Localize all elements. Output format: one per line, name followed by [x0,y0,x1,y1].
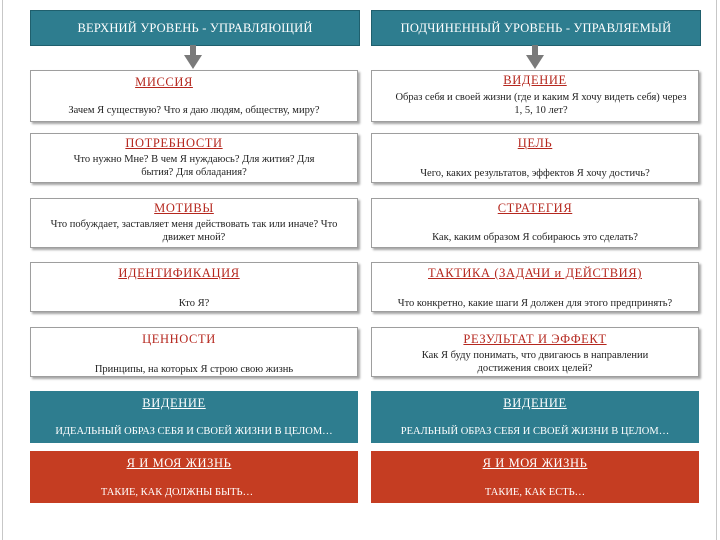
box-life-is [371,451,699,503]
box-title: ТАКТИКА (ЗАДАЧИ и ДЕЙСТВИЯ) [428,266,642,280]
box-life-should [30,451,358,503]
arrow-down-right-icon [526,55,544,69]
box-title: ВИДЕНИЕ [503,396,567,410]
box-desc: Чего, каких результатов, эффектов Я хочу достичь? [420,168,650,179]
box-desc: ИДЕАЛЬНЫЙ ОБРАЗ СЕБЯ И СВОЕЙ ЖИЗНИ В ЦЕЛОМ… [55,426,333,437]
box-title: Я И МОЯ ЖИЗНЬ [482,456,588,470]
box-title: ВИДЕНИЕ [142,396,206,410]
box-goal [371,133,699,183]
box-desc: Как Я буду понимать, что двигаюсь в направлении достижения своих целей? [421,350,649,374]
box-desc: Что конкретно, какие шаги Я должен для этого предпринять? [397,298,673,309]
box-title: ПОТРЕБНОСТИ [125,136,223,150]
box-title: ВИДЕНИЕ [503,73,567,87]
box-desc: Образ себя и своей жизни (где и каким Я хочу видеть себя) через 1, 5, 10 лет? [395,92,687,116]
box-vision-real [371,391,699,443]
box-desc: Зачем Я существую? Что я даю людям, обществу, миру? [68,105,320,116]
box-needs [30,133,358,183]
box-title: СТРАТЕГИЯ [497,201,573,215]
box-desc: Что побуждает, заставляет меня действовать так или иначе? Что движет мной? [50,219,338,243]
box-strategy [371,198,699,248]
arrow-down-left-icon [184,55,202,69]
header-right [371,10,701,46]
box-vision [371,70,699,122]
right-frame-line [716,0,717,540]
box-title: ЦЕЛЬ [517,136,553,150]
box-title: Я И МОЯ ЖИЗНЬ [126,456,232,470]
box-title: ИДЕНТИФИКАЦИЯ [118,266,240,280]
box-title: МИССИЯ [135,75,193,89]
header-right-label: ПОДЧИНЕННЫЙ УРОВЕНЬ - УПРАВЛЯЕМЫЙ [400,20,672,35]
box-desc: Кто Я? [178,298,210,309]
box-desc: Как, каким образом Я собираюсь это сделать? [432,232,638,243]
box-desc: Принципы, на которых Я строю свою жизнь [94,364,294,375]
box-desc: Что нужно Мне? В чем Я нуждаюсь? Для жития? Для бытия? Для обладания? [73,154,315,178]
box-title: ЦЕННОСТИ [142,332,216,346]
header-left-label: ВЕРХНИЙ УРОВЕНЬ - УПРАВЛЯЮЩИЙ [77,20,313,35]
box-desc: ТАКИЕ, КАК ДОЛЖНЫ БЫТЬ… [100,487,254,498]
box-result [371,327,699,377]
box-tactics [371,262,699,312]
box-values [30,327,358,377]
box-mission [30,70,358,122]
box-desc: ТАКИЕ, КАК ЕСТЬ… [484,487,586,498]
box-desc: РЕАЛЬНЫЙ ОБРАЗ СЕБЯ И СВОЕЙ ЖИЗНИ В ЦЕЛОМ… [400,426,670,437]
header-left [30,10,360,46]
box-title: РЕЗУЛЬТАТ И ЭФФЕКТ [463,332,607,346]
box-identification [30,262,358,312]
box-motives [30,198,358,248]
box-vision-ideal [30,391,358,443]
box-title: МОТИВЫ [154,201,214,215]
